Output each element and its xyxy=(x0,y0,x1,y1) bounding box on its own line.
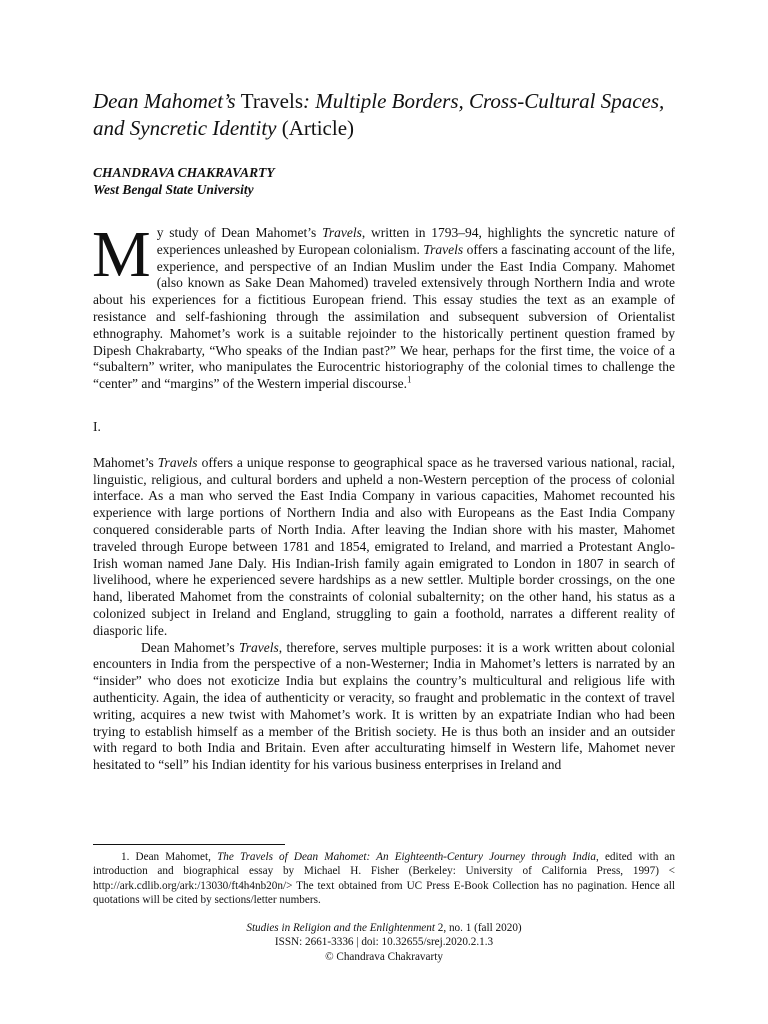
section-heading: I. xyxy=(93,418,101,434)
p2-text-1: Dean Mahomet’s xyxy=(141,639,240,655)
intro-italic-1: Travels xyxy=(322,225,362,240)
journal-name: Studies in Religion and the Enlightenment xyxy=(246,922,435,934)
footnote-number: 1. xyxy=(121,851,130,863)
title-part-4: (Article) xyxy=(276,116,355,140)
intro-italic-2: Travels xyxy=(423,241,464,257)
page-footer xyxy=(93,921,675,964)
footnote-text-1: Dean Mahomet, xyxy=(129,851,218,863)
intro-paragraph xyxy=(92,218,675,393)
issn-doi: ISSN: 2661-3336 | doi: 10.32655/srej.2020.2.1.3 xyxy=(274,936,494,949)
intro-text-1: y study of Dean Mahomet’s xyxy=(156,225,323,240)
p2-italic-1: Travels xyxy=(239,639,279,655)
title-part-3: : Multiple Borders, Cross-Cultural Spaces, and Syncretic Identity xyxy=(93,89,665,140)
drop-cap: M xyxy=(92,218,151,291)
footnote-text-2: , edited with an introduction and biographical essay by Michael H. Fisher (Berkeley: University of California Press, 1997) < http://ark.cdlib.org/ark:/13030/ft4h4nb20n/> The text obtained from UC Press E-Book Collection has no pagination. Hence all quotations will be cited by sections/letter numbers. xyxy=(93,851,675,907)
journal-issue: 2, no. 1 (fall 2020) xyxy=(434,922,522,934)
article-title xyxy=(93,88,675,142)
footnote-rule xyxy=(93,844,285,845)
author-affiliation: West Bengal State University xyxy=(93,182,254,197)
author-name: CHANDRAVA CHAKRAVARTY xyxy=(93,165,275,180)
author-block xyxy=(93,164,675,198)
intro-text-3: offers a fascinating account of the life, experience, and perspective of an Indian Muslim under the East India Company. Mahomet (also known as Sake Dean Mahomed) traveled extensively through Northern India and wrote about his experiences for a fictitious European friend. This essay studies the text as an example of resistance and self-fashioning through the assimilation and subsequent subversion of Orientalist ethnography. Mahomet’s work is a suitable rejoinder to the historically pertinent question framed by Dipesh Chakrabarty, “Who speaks of the Indian past?” We hear, perhaps for the first time, the voice of a “subaltern” writer, who manipulates the Eurocentric historiography of the colonial times to challenge the “center” and “margins” of the Western imperial discourse. xyxy=(93,241,675,392)
footnote-ref[interactable]: 1 xyxy=(407,374,412,385)
body-paragraph-1 xyxy=(93,455,675,640)
article-body xyxy=(93,88,675,774)
p1-italic-1: Travels xyxy=(157,454,198,470)
p1-text-1: Mahomet’s xyxy=(93,454,158,470)
body-paragraph-2 xyxy=(93,640,675,774)
intro-text-2: , written in 1793–94, highlights the syncretic nature of experiences unleashed by European colonialism. xyxy=(156,225,675,257)
p2-text-2: , therefore, serves multiple purposes: it is a work written about colonial encounters in India from the perspective of a non-Westerner; India in Mahomet’s letters is narrated by an “insider” who does not exoticize India but explains the country’s multicultural and religious life with authenticity. Again, the idea of authenticity or veracity, so fraught and problematic in the context of travel writing, acquires a new twist with Mahomet’s work. It is written by an expatriate Indian who had been trying to establish himself as a member of the British society. He is thus both an insider and an outsider with regard to both India and Britain. Even after acculturating himself in Western life, Mahomet never hesitated to “sell” his Indian identity for his various business enterprises in Ireland and xyxy=(93,639,675,773)
footnote-book-title: The Travels of Dean Mahomet: An Eighteenth-Century Journey through India xyxy=(217,851,597,863)
title-part-2: Travels xyxy=(240,89,303,113)
copyright: © Chandrava Chakravarty xyxy=(325,950,443,963)
footnote xyxy=(93,850,675,908)
title-part-1: Dean Mahomet’s xyxy=(93,89,241,113)
p1-text-2: offers a unique response to geographical space as he traversed various national, racial, linguistic, religious, and cultural borders and upheld a non-Western perception of the process of colonial interface. As a man who served the East India Company in various capacities, Mahomet recounted his experience with large portions of Northern India and also with Europeans as the East India Company conquered considerable parts of North India. After leaving the Indian shore with his master, Mahomet traveled through Europe between 1781 and 1854, emigrated to Ireland, and married a Protestant Anglo-Irish woman named Jane Daly. His Indian-Irish family again emigrated to London in 1807 in search of livelihood, where he experienced severe hardships as a new settler. Multiple border crossings, on the one hand, liberated Mahomet from the constraints of colonial subalternity; on the other hand, his status as a colonized subject in Ireland and England, struggling to gain a foothold, narrates a different reality of diasporic life. xyxy=(93,454,675,638)
journal-citation xyxy=(93,921,675,935)
